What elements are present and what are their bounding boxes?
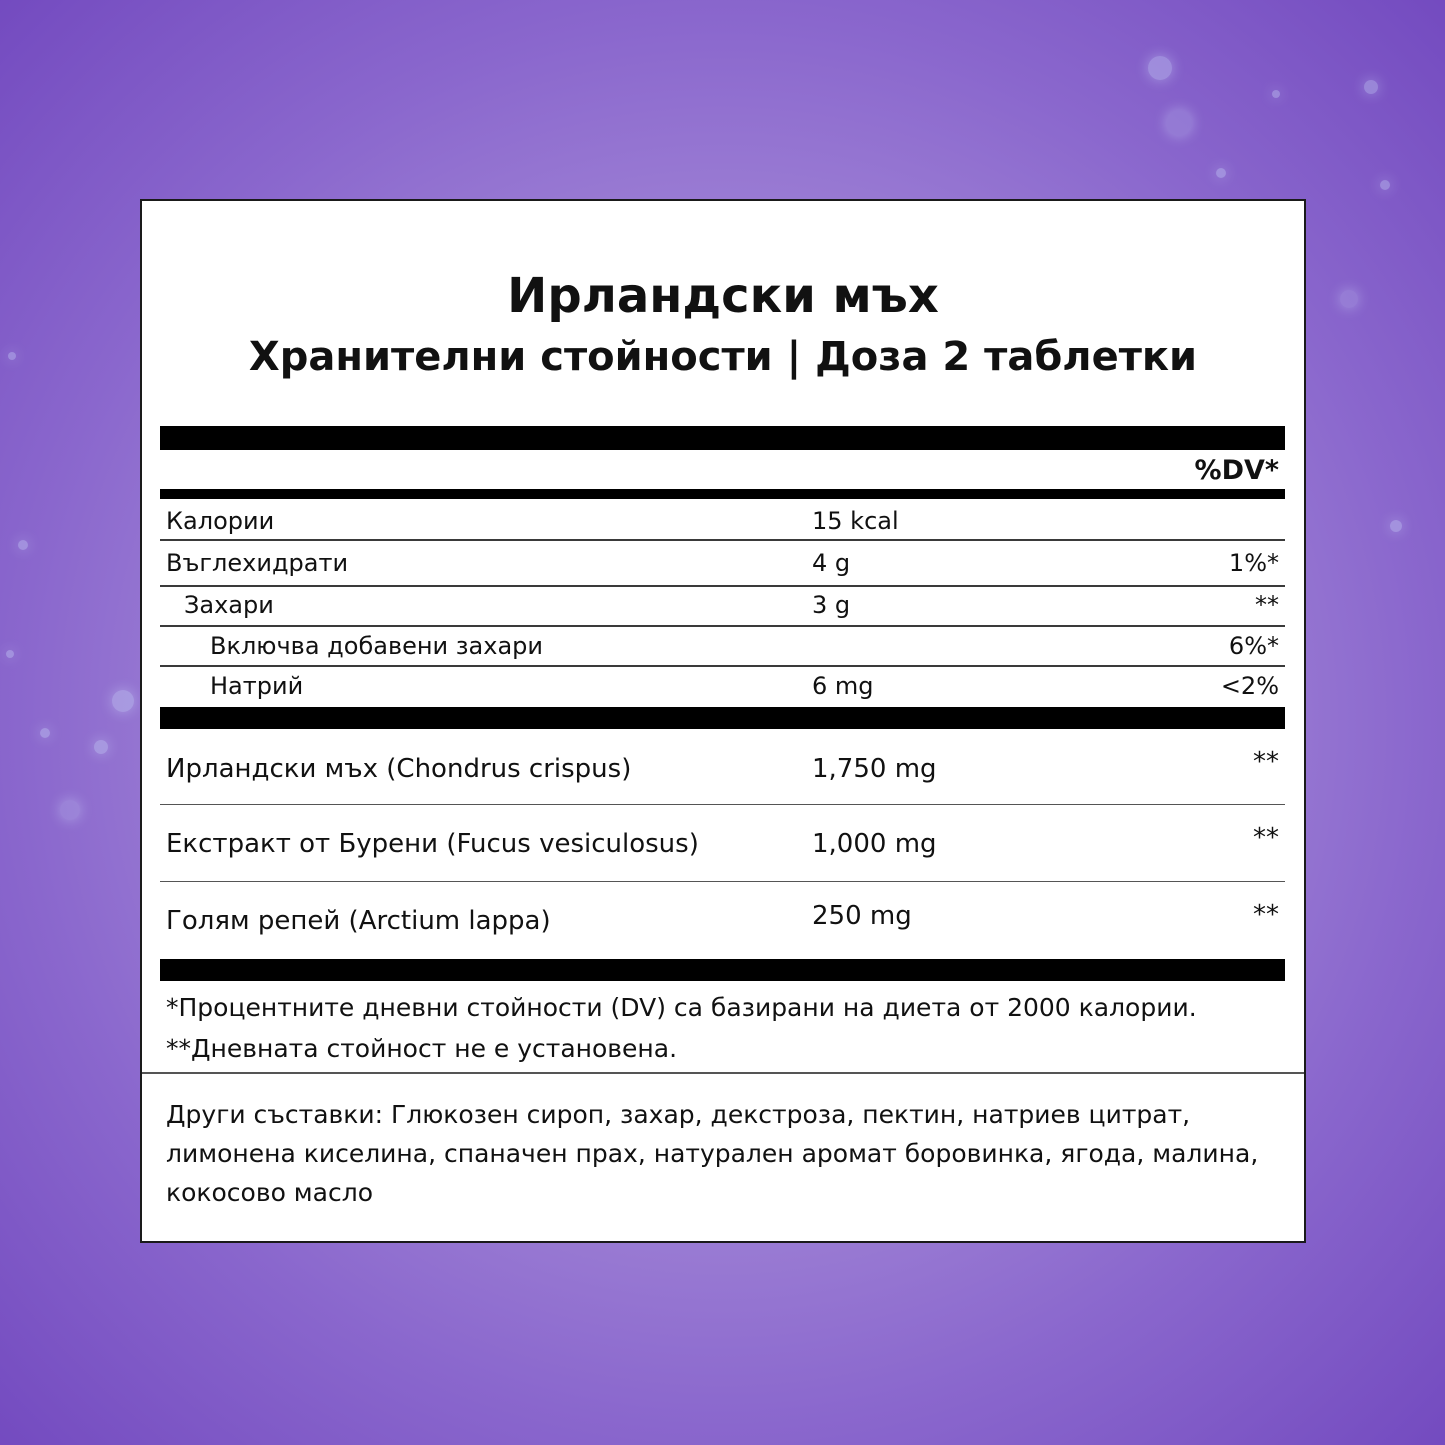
nutrient-dv: 6%* [1228, 632, 1279, 660]
ingredient-dv: ** [1253, 747, 1279, 777]
header-bar [160, 489, 1285, 499]
table-row [160, 627, 1285, 667]
bokeh-sparkle [1340, 290, 1358, 308]
bokeh-sparkle [1148, 56, 1172, 80]
bokeh-sparkle [40, 728, 50, 738]
nutrient-dv: <2% [1220, 672, 1279, 700]
nutrient-amount: 3 g [812, 591, 851, 619]
na-footnote: **Дневната стойност не е установена. [166, 1034, 678, 1063]
nutrient-name: Въглехидрати [166, 549, 349, 577]
bokeh-sparkle [60, 800, 80, 820]
bokeh-sparkle [18, 540, 28, 550]
bottom-thick-bar [160, 959, 1285, 981]
section-thick-bar [160, 707, 1285, 729]
top-thick-bar [160, 426, 1285, 450]
bokeh-sparkle [6, 650, 14, 658]
ingredient-name: Екстракт от Бурени (Fucus vesiculosus) [166, 829, 699, 859]
ingredient-name: Голям репей (Arctium lappa) [166, 906, 551, 936]
bokeh-sparkle [1272, 90, 1280, 98]
bokeh-sparkle [1390, 520, 1402, 532]
bokeh-sparkle [1380, 180, 1390, 190]
table-row [160, 501, 1285, 541]
divider [142, 1072, 1304, 1074]
dv-footnote: *Процентните дневни стойности (DV) са базирани на диета от 2000 калории. [166, 993, 1197, 1022]
bokeh-sparkle [94, 740, 108, 754]
ingredient-amount: 1,000 mg [812, 829, 937, 859]
table-row [160, 541, 1285, 587]
ingredient-dv: ** [1253, 823, 1279, 853]
table-row [160, 882, 1285, 958]
bokeh-sparkle [8, 352, 16, 360]
serving-subtitle: Хранителни стойности | Доза 2 таблетки [248, 334, 1198, 380]
ingredient-dv: ** [1253, 900, 1279, 930]
nutrient-amount: 6 mg [812, 672, 874, 700]
nutrient-dv: 1%* [1228, 549, 1279, 577]
bokeh-sparkle [1166, 110, 1192, 136]
table-row [160, 805, 1285, 882]
table-row [160, 729, 1285, 805]
nutrient-name: Калории [166, 507, 275, 535]
ingredient-amount: 250 mg [812, 901, 912, 931]
nutrient-name: Включва добавени захари [210, 632, 543, 660]
nutrient-amount: 4 g [812, 549, 851, 577]
ingredient-amount: 1,750 mg [812, 754, 937, 784]
bokeh-sparkle [112, 690, 134, 712]
nutrient-amount: 15 kcal [812, 507, 899, 535]
table-row [160, 587, 1285, 627]
other-ingredients: Други съставки: Глюкозен сироп, захар, декстроза, пектин, натриев цитрат, лимонена киселина, спаначен прах, натурален аромат боровинка, ягода, малина, кокосово масло [166, 1100, 1259, 1207]
bokeh-sparkle [1216, 168, 1226, 178]
bokeh-sparkle [1364, 80, 1378, 94]
nutrient-dv: ** [1255, 591, 1279, 619]
nutrient-name: Захари [184, 591, 274, 619]
supplement-facts-panel [140, 199, 1306, 1243]
dv-column-header: %DV* [1194, 455, 1279, 486]
ingredient-name: Ирландски мъх (Chondrus crispus) [166, 754, 632, 784]
nutrient-name: Натрий [210, 672, 304, 700]
table-row [160, 667, 1285, 705]
product-title: Ирландски мъх [507, 268, 939, 324]
